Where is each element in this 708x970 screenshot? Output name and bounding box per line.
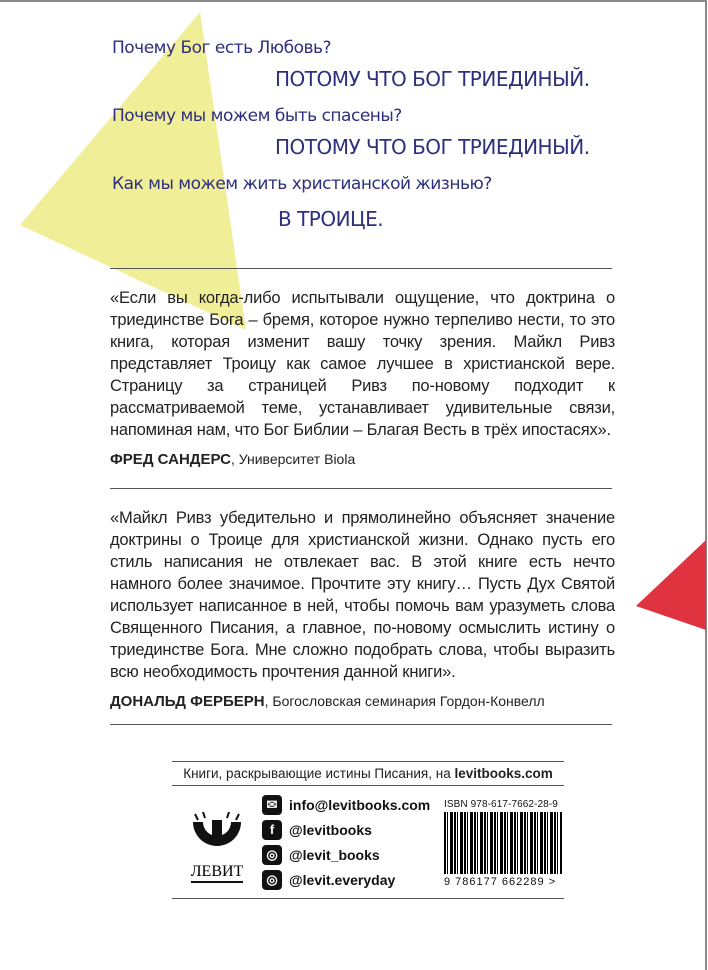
contact-label: info@levitbooks.com: [289, 796, 431, 813]
question-2: Почему мы можем быть спасены?: [112, 106, 402, 126]
content-column: [110, 268, 615, 899]
contact-instagram[interactable]: [262, 867, 444, 892]
divider: [110, 724, 612, 725]
contact-label: @levitbooks: [289, 821, 372, 838]
publisher-box: [172, 761, 564, 899]
question-3: Как мы можем жить христианской жизнью?: [112, 174, 492, 194]
quote-1-author: [110, 449, 615, 470]
answer-2: ПОТОМУ ЧТО БОГ ТРИЕДИНЫЙ.: [275, 135, 590, 159]
mail-icon: ✉: [262, 795, 282, 815]
isbn: ISBN 978-617-7662-28-9: [444, 799, 558, 810]
contact-label: @levit.everyday: [289, 871, 396, 888]
quote-2-author: [110, 691, 615, 712]
instagram-icon: ◎: [262, 870, 282, 890]
contact-facebook[interactable]: [262, 817, 444, 842]
facebook-icon: f: [262, 820, 282, 840]
publisher-name: ЛЕВИТ: [191, 863, 244, 883]
author-affiliation: , Университет Biola: [230, 451, 356, 467]
author-name: ДОНАЛЬД ФЕРБЕРН: [110, 693, 265, 710]
quote-2: «Майкл Ривз убедительно и прямолинейно объясняет значение доктрины о Троице для христианской жизни. Однако пусть его стиль написания не отвлекает вас. В этой книге есть нечто намного более значимое. Прочтите эту книгу… Пусть Дух Святой использует написанное в ней, чтобы помочь вам уразуметь слова Священного Писания, а главное, по-новому осмыслить истину о триединстве Бога. Мне сложно подобрать слова, чтобы выразить всю необходимость прочтения данной книги».: [110, 509, 615, 681]
divider: [110, 488, 612, 489]
author-affiliation: , Богословская семинария Гордон-Конвелл: [264, 693, 545, 709]
answer-1: ПОТОМУ ЧТО БОГ ТРИЕДИНЫЙ.: [275, 67, 590, 91]
tagline-text: Книги, раскрывающие истины Писания, на: [183, 766, 455, 781]
divider: [172, 898, 564, 899]
quote-1: «Если вы когда-либо испытывали ощущение, что доктрина о триединстве Бога – бремя, которое нужно терпеливо нести, то это книга, которая изменит вашу точку зрения. Майкл Ривз представляет Троицу как самое лучшее в христианской вере. Страницу за страницей Ривз по-новому подходит к рассматриваемой теме, устанавливает удивительные связи, напоминая нам, что Бог Библии – Благая Весть в трёх ипостасях».: [110, 289, 615, 439]
levit-logo-icon: [187, 812, 247, 858]
barcode-block: [444, 792, 562, 892]
website-link[interactable]: levitbooks.com: [454, 766, 553, 781]
question-1: Почему Бог есть Любовь?: [112, 38, 332, 58]
contact-instagram[interactable]: [262, 842, 444, 867]
answer-3: В ТРОИЦЕ.: [278, 207, 384, 231]
tagline: [172, 761, 564, 786]
divider: [110, 268, 612, 269]
contact-label: @levit_books: [289, 846, 380, 863]
barcode-digits: 9 786177 662289 >: [444, 876, 557, 888]
author-name: ФРЕД САНДЕРС: [110, 451, 231, 468]
contact-email[interactable]: [262, 792, 444, 817]
red-triangle: [636, 540, 706, 630]
instagram-icon: ◎: [262, 845, 282, 865]
barcode: [444, 812, 562, 874]
contacts-list: [262, 792, 444, 892]
publisher-logo: [172, 792, 262, 892]
